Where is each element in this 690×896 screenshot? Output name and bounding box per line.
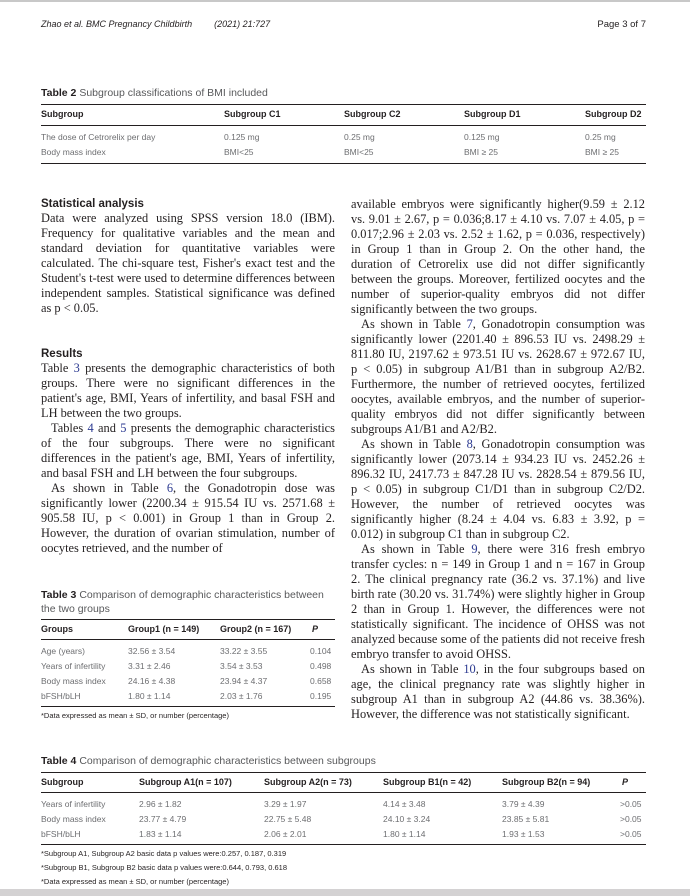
table-cell: 32.56 ± 3.54 (128, 646, 176, 656)
right-text-column (351, 197, 645, 722)
text: Table (41, 361, 74, 375)
table-cell: Years of infertility (41, 661, 106, 671)
link-table-9[interactable]: 9 (471, 542, 478, 556)
table-4-footnote: *Data expressed as mean ± SD, or number (percentage) (41, 877, 229, 886)
table-cell: 23.77 ± 4.79 (139, 814, 187, 824)
table-3-bottom-rule (41, 706, 335, 707)
viewer-top-border (0, 0, 690, 2)
table-cell: Body mass index (41, 814, 106, 824)
paragraph-results-3 (41, 481, 335, 556)
table-cell: bFSH/bLH (41, 829, 81, 839)
table-4-caption (41, 755, 376, 767)
text: , the Gonadotropin dose was significantly lower (2200.34 ± 915.54 IU vs. 2571.68 ± 905.58 IU, p < 0.001) in Group 1 than in Group 2. However, the duration of ovarian stimulation, number of oocytes retrieved, and the number of (41, 481, 335, 555)
table-cell: BMI<25 (344, 147, 374, 157)
table-3-title: Comparison of demographic characteristics between the two groups (41, 589, 324, 615)
table-cell: 1.83 ± 1.14 (139, 829, 182, 839)
table-cell: 3.54 ± 3.53 (220, 661, 263, 671)
table-cell: 0.125 mg (464, 132, 500, 142)
link-table-10[interactable]: 10 (463, 662, 476, 676)
text: As shown in Table (361, 317, 467, 331)
table-3-caption (41, 588, 336, 616)
paragraph-table-9 (351, 542, 645, 662)
journal-name: Zhao et al. BMC Pregnancy Childbirth (41, 19, 193, 29)
table-cell: 0.25 mg (344, 132, 375, 142)
table-cell: BMI ≥ 25 (464, 147, 498, 157)
table-4-header-cell: Subgroup A1(n = 107) (139, 777, 232, 787)
table-cell: 2.96 ± 1.82 (139, 799, 182, 809)
link-table-6[interactable]: 6 (166, 481, 174, 495)
table-cell: 23.85 ± 5.81 (502, 814, 550, 824)
text: , there were 316 fresh embryo transfer cycles: n = 149 in Group 1 and n = 167 in Group 2. The clinical pregnancy rate (36.2 vs. 37.1%) and live birth rate (30.20 vs. 31.74%) were slightly higher in Group 2 than in Group 1. However, the differences were not statistically significant. The incidence of OHSS was not analyzed because some of the patients did not receive fresh embryo transfer to avoid OHSS. (351, 542, 645, 661)
paragraph-table-7 (351, 317, 645, 437)
table-cell: The dose of Cetrorelix per day (41, 132, 156, 142)
table-2-header-cell: Subgroup D1 (464, 109, 521, 119)
running-header-citation (41, 19, 270, 29)
table-cell: BMI<25 (224, 147, 254, 157)
table-cell: 0.104 (310, 646, 332, 656)
table-cell: 0.498 (310, 661, 332, 671)
table-cell: 2.06 ± 2.01 (264, 829, 307, 839)
table-4-header-cell: Subgroup B1(n = 42) (383, 777, 472, 787)
table-cell: 0.25 mg (585, 132, 616, 142)
page-number: Page 3 of 7 (597, 19, 646, 30)
text: , in the four subgroups based on age, the clinical pregnancy rate was slightly higher in subgroup A1 than in subgroup A2 (44.86 vs. 38.36%). However, the difference was not statistically significant. (351, 662, 645, 721)
table-cell: 0.195 (310, 691, 332, 701)
paragraph-statistical-analysis: Data were analyzed using SPSS version 18.0 (IBM). Frequency for qualitative variables and the mean and standard deviation for quantitative variables were calculated. The chi-square test, Fisher's exact test and the Student's t-test were used to determine differences between independent samples. Statistical significance was defined as p < 0.05. (41, 211, 335, 315)
text: Tables (51, 421, 88, 435)
table-2-header-rule (41, 125, 646, 126)
text: As shown in Table (361, 437, 467, 451)
paragraph-table-10 (351, 662, 645, 722)
text: , Gonadotropin consumption was significantly lower (2201.40 ± 896.53 IU vs. 2498.29 ± 811.80 IU, 2197.62 ± 973.51 IU vs. 2628.67 ± 972.67 IU, p < 0.05) in subgroup A1/B1 than in subgroup A2/B2. Furthermore, the number of retrieved oocytes, fertilized oocytes, available embryos, and the number of superior-quality embryos did not differ significantly between subgroups A1/B1 and A2/B2. (351, 317, 645, 436)
table-cell: 0.658 (310, 676, 332, 686)
table-4-top-rule (41, 772, 646, 773)
table-cell: >0.05 (620, 814, 642, 824)
table-4-header-cell: Subgroup A2(n = 73) (264, 777, 352, 787)
table-3-label: Table 3 (41, 589, 77, 601)
table-cell: 24.10 ± 3.24 (383, 814, 431, 824)
table-cell: 4.14 ± 3.48 (383, 799, 426, 809)
table-cell: 1.93 ± 1.53 (502, 829, 545, 839)
link-table-4[interactable]: 4 (87, 421, 94, 435)
text: and (93, 421, 121, 435)
table-2-header-cell: Subgroup (41, 109, 84, 119)
table-cell: 23.94 ± 4.37 (220, 676, 268, 686)
table-cell: >0.05 (620, 799, 642, 809)
viewer-bottom-border (0, 889, 690, 896)
text: presents the demographic characteristics of both groups. There were no significant differences in the patient's age, BMI, Years of infertility, and basal FSH and LH between the two groups. (41, 361, 336, 420)
table-2-label: Table 2 (41, 87, 77, 99)
table-cell: BMI ≥ 25 (585, 147, 619, 157)
link-table-8[interactable]: 8 (466, 437, 473, 451)
paragraph-results-1 (41, 361, 335, 421)
table-2-top-rule (41, 104, 646, 105)
table-cell: 22.75 ± 5.48 (264, 814, 312, 824)
table-cell: 33.22 ± 3.55 (220, 646, 268, 656)
text: , Gonadotropin consumption was significantly lower (2073.14 ± 934.23 IU vs. 2452.26 ± 896.32 IU, 2417.73 ± 847.28 IU vs. 2828.54 ± 879.56 IU, p < 0.05) in subgroup C1/D1 than in subgroup C2/D2. However, the number of retrieved oocytes was significantly higher (8.24 ± 4.04 vs. 6.83 ± 3.92, p = 0.012) in subgroup C1 than in subgroup C2. (351, 437, 645, 541)
section-heading-statistical-analysis: Statistical analysis (41, 198, 144, 210)
table-3-header-cell: Groups (41, 624, 74, 634)
table-3-header-cell: Group1 (n = 149) (128, 624, 200, 634)
link-table-7[interactable]: 7 (466, 317, 473, 331)
table-4-footnote: *Subgroup A1, Subgroup A2 basic data p values were:0.257, 0.187, 0.319 (41, 849, 287, 858)
text: As shown in Table (51, 481, 167, 495)
table-cell: Body mass index (41, 676, 106, 686)
table-4-header-cell: Subgroup (41, 777, 84, 787)
table-cell: 3.79 ± 4.39 (502, 799, 545, 809)
table-2-header-cell: Subgroup D2 (585, 109, 642, 119)
table-cell: 0.125 mg (224, 132, 260, 142)
table-cell: 3.29 ± 1.97 (264, 799, 307, 809)
link-table-5[interactable]: 5 (120, 421, 127, 435)
table-cell: bFSH/bLH (41, 691, 81, 701)
table-cell: >0.05 (620, 829, 642, 839)
table-4-header-rule (41, 792, 646, 793)
left-text-column (41, 197, 335, 556)
link-table-3[interactable]: 3 (73, 361, 80, 375)
paragraph-continued: available embryos were significantly higher(9.59 ± 2.12 vs. 9.01 ± 2.67, p = 0.036;8.17 ± 4.10 vs. 7.07 ± 4.05, p = 0.017;2.96 ± 2.03 vs. 2.52 ± 1.62, p = 0.036, respectively) in Group 1 than in Group 2. On the other hand, the duration of Cetrorelix use did not differ significantly between the groups. Moreover, fertilized oocytes and the number of superior-quality embryos did not differ significantly between the two groups. (351, 197, 645, 316)
table-3-header-cell: Group2 (n = 167) (220, 624, 292, 634)
citation-volume: (2021) 21:727 (214, 19, 271, 29)
table-cell: 3.31 ± 2.46 (128, 661, 171, 671)
table-2-header-cell: Subgroup C1 (224, 109, 281, 119)
table-2-caption (41, 87, 268, 99)
table-2-bottom-rule (41, 163, 646, 164)
table-cell: Age (years) (41, 646, 85, 656)
table-4-header-cell: Subgroup B2(n = 94) (502, 777, 591, 787)
table-4-footnote: *Subgroup B1, Subgroup B2 basic data p values were:0.644, 0.793, 0.618 (41, 863, 288, 872)
table-3-header-rule (41, 639, 335, 640)
table-cell: 24.16 ± 4.38 (128, 676, 176, 686)
table-cell: Years of infertility (41, 799, 106, 809)
table-3-footnote: *Data expressed as mean ± SD, or number (percentage) (41, 711, 229, 720)
paragraph-table-8 (351, 437, 645, 542)
section-heading-results: Results (41, 348, 83, 360)
table-2-header-cell: Subgroup C2 (344, 109, 401, 119)
text: As shown in Table (361, 662, 464, 676)
table-cell: Body mass index (41, 147, 106, 157)
table-2-title: Subgroup classifications of BMI included (79, 87, 268, 99)
table-3-header-cell: P (312, 624, 319, 634)
table-cell: 1.80 ± 1.14 (383, 829, 426, 839)
table-4-header-cell: P (622, 777, 629, 787)
table-4-bottom-rule (41, 844, 646, 845)
text: presents the demographic characteristics of the four subgroups. There were no significant differences in the patient's age, BMI, Years of infertility, and basal FSH and LH between the four subgroups. (41, 421, 336, 480)
text: As shown in Table (361, 542, 472, 556)
table-4-title: Comparison of demographic characteristics between subgroups (79, 755, 376, 767)
table-3-top-rule (41, 619, 335, 620)
paragraph-results-2 (41, 421, 335, 481)
table-cell: 2.03 ± 1.76 (220, 691, 263, 701)
table-cell: 1.80 ± 1.14 (128, 691, 171, 701)
table-4-label: Table 4 (41, 755, 77, 767)
